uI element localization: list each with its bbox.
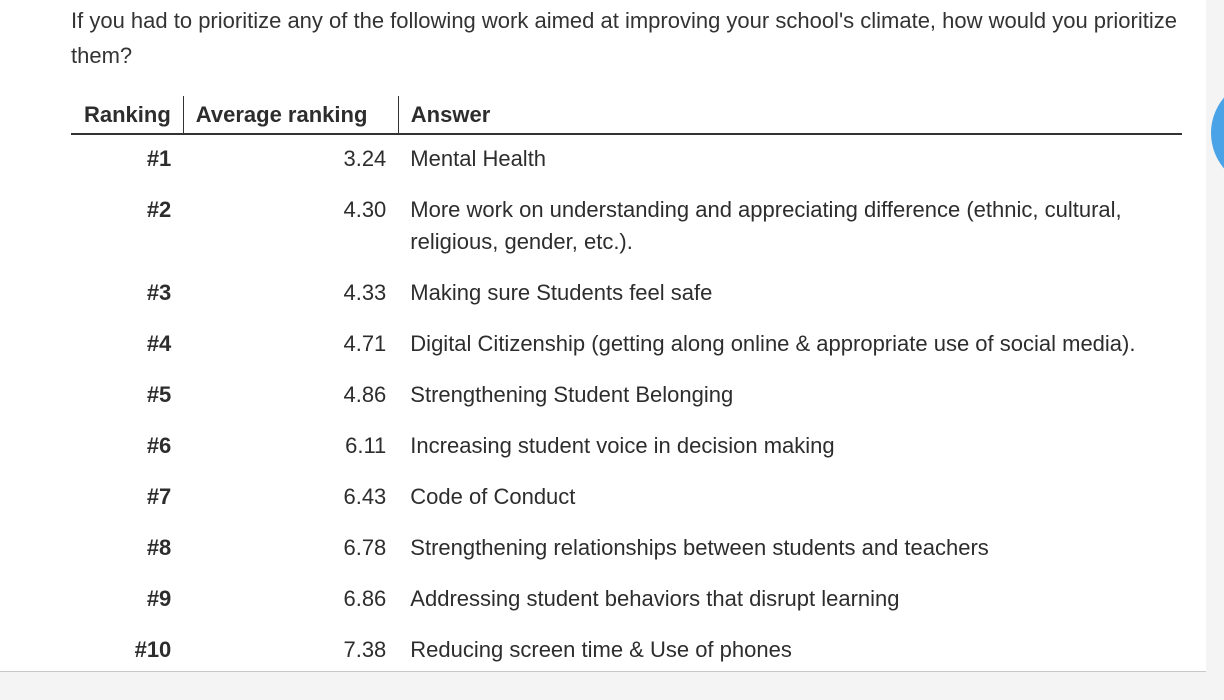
row-average: 4.71 bbox=[343, 331, 387, 356]
row-answer: Increasing student voice in decision making bbox=[410, 433, 835, 458]
panel-bottom-divider bbox=[0, 671, 1206, 672]
table-row bbox=[71, 523, 1182, 574]
table-row bbox=[71, 319, 1182, 370]
table-row bbox=[71, 134, 1182, 185]
row-rank: #2 bbox=[146, 197, 172, 222]
table-row bbox=[71, 421, 1182, 472]
row-answer: Strengthening relationships between students and teachers bbox=[410, 535, 989, 560]
row-answer: Addressing student behaviors that disrupt learning bbox=[410, 586, 900, 611]
row-average: 7.38 bbox=[343, 637, 387, 662]
row-average: 6.11 bbox=[345, 433, 387, 458]
row-rank: #7 bbox=[146, 484, 172, 509]
row-average: 4.86 bbox=[343, 382, 387, 407]
header-ranking: Ranking bbox=[71, 96, 183, 134]
row-answer: More work on understanding and appreciating difference (ethnic, cultural, religious, gender, etc.). bbox=[410, 197, 1122, 254]
row-average: 6.86 bbox=[343, 586, 387, 611]
row-answer: Making sure Students feel safe bbox=[410, 280, 713, 305]
row-rank: #5 bbox=[146, 382, 172, 407]
row-answer: Reducing screen time & Use of phones bbox=[410, 637, 792, 662]
table-row bbox=[71, 574, 1182, 625]
row-rank: #6 bbox=[146, 433, 172, 458]
header-answer: Answer bbox=[398, 96, 1182, 134]
table-row bbox=[71, 185, 1182, 268]
table-row bbox=[71, 370, 1182, 421]
question-text: If you had to prioritize any of the following work aimed at improving your school's climate, how would you prioritize them? bbox=[71, 8, 1177, 68]
row-rank: #1 bbox=[146, 146, 172, 171]
table-row bbox=[71, 472, 1182, 523]
row-rank: #9 bbox=[146, 586, 172, 611]
row-answer: Code of Conduct bbox=[410, 484, 576, 509]
row-average: 6.78 bbox=[343, 535, 387, 560]
row-rank: #4 bbox=[146, 331, 172, 356]
row-rank: #3 bbox=[146, 280, 172, 305]
row-answer: Mental Health bbox=[410, 146, 547, 171]
row-average: 4.33 bbox=[343, 280, 387, 305]
header-average-ranking: Average ranking bbox=[183, 96, 398, 134]
row-average: 6.43 bbox=[343, 484, 387, 509]
row-average: 4.30 bbox=[343, 197, 387, 222]
table-row bbox=[71, 268, 1182, 319]
row-rank: #10 bbox=[134, 637, 172, 662]
table-row bbox=[71, 625, 1182, 671]
row-answer: Strengthening Student Belonging bbox=[410, 382, 734, 407]
row-average: 3.24 bbox=[343, 146, 387, 171]
row-answer: Digital Citizenship (getting along online & appropriate use of social media). bbox=[410, 331, 1136, 356]
row-rank: #8 bbox=[146, 535, 172, 560]
ranking-table bbox=[71, 96, 1182, 671]
table-header-row bbox=[71, 96, 1182, 134]
